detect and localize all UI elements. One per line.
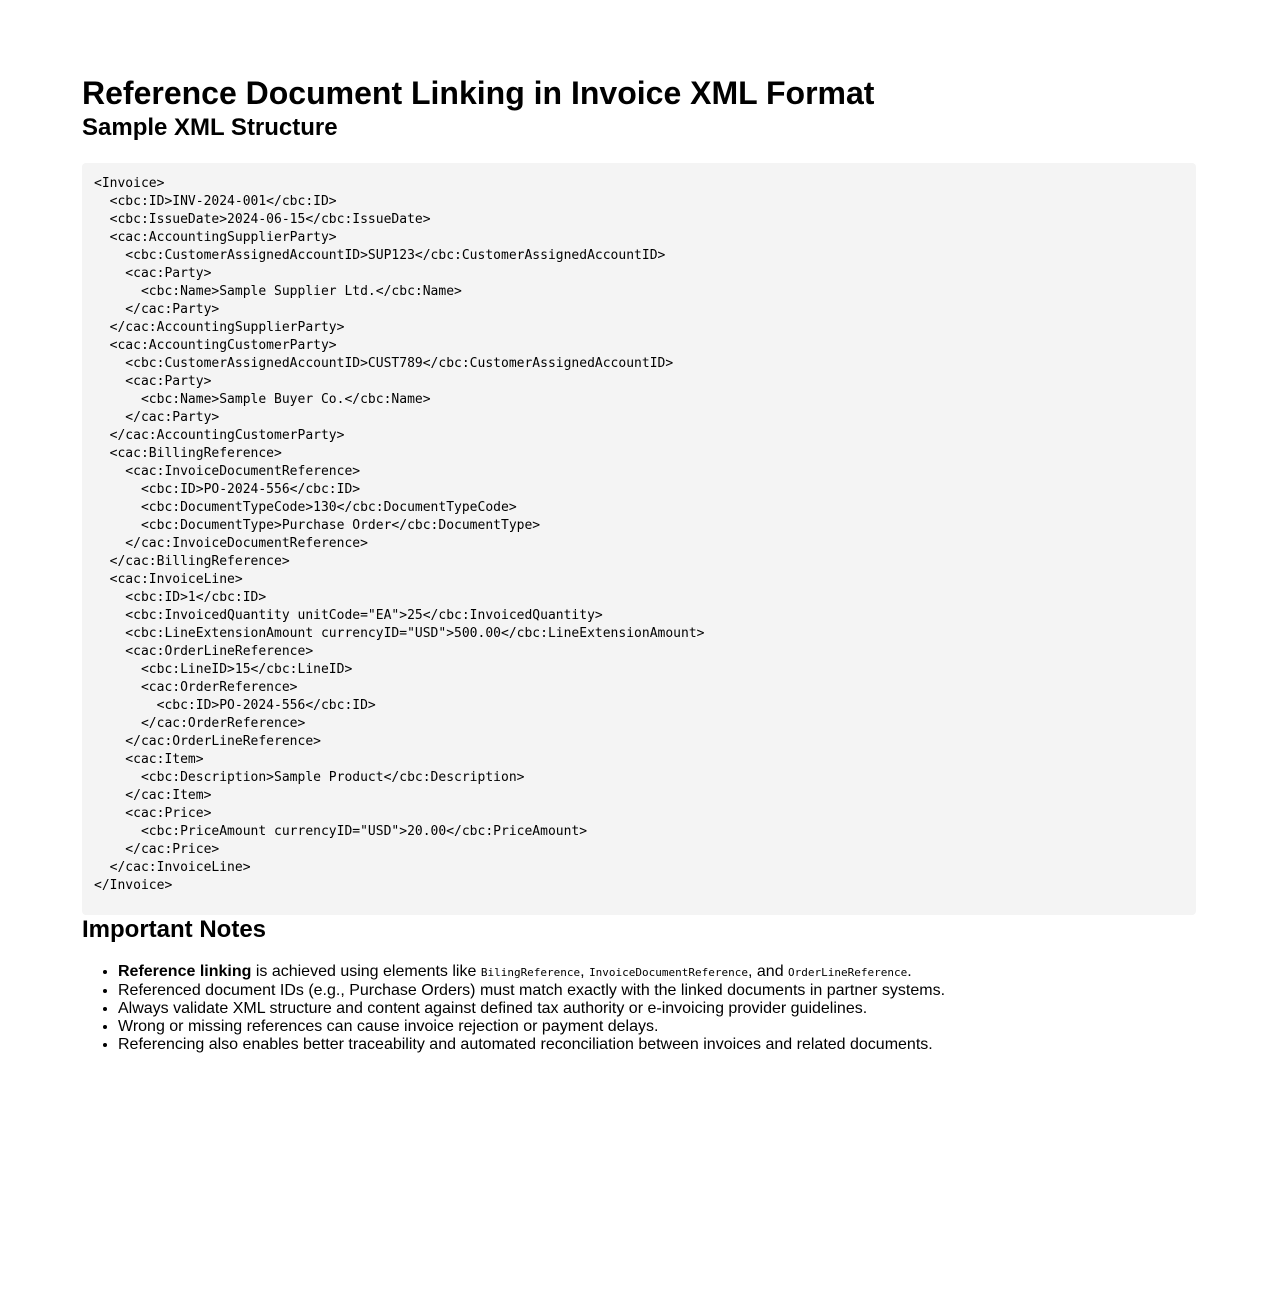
list-item: • Wrong or missing references can cause invoice rejection or payment delays. bbox=[118, 1018, 1196, 1036]
list-item bbox=[118, 963, 1196, 982]
list-item: • Always validate XML structure and content against defined tax authority or e-invoicing provider guidelines. bbox=[118, 1000, 1196, 1018]
important-notes-heading: Important Notes bbox=[82, 916, 267, 943]
inline-code-billing-reference: BilingReference bbox=[480, 966, 581, 979]
inline-code-invoice-document-reference: InvoiceDocumentReference bbox=[589, 966, 749, 979]
xml-code: <Invoice> <cbc:ID>INV-2024-001</cbc:ID> <cbc:IssueDate>2024-06-15</cbc:IssueDate> <cac:AccountingSupplierParty> <cbc:CustomerAssignedAccountID>SUP123</cbc:CustomerAssignedAccountID> <cac:Party> <cbc:Name>Sample Supplier Ltd.</cbc:Name> </cac:Party> </cac:AccountingSupplierParty> <cac:AccountingCustomerParty> <cbc:CustomerAssignedAccountID>CUST789</cbc:CustomerAssignedAccountID> <cac:Party> <cbc:Name>Sample Buyer Co.</cbc:Name> </cac:Party> </cac:AccountingCustomerParty> <cac:BillingReference> <cac:InvoiceDocumentReference> <cbc:ID>PO-2024-556</cbc:ID> <cbc:DocumentTypeCode>130</cbc:DocumentTypeCode> <cbc:DocumentType>Purchase Order</cbc:DocumentType> </cac:InvoiceDocumentReference> </cac:BillingReference> <cac:InvoiceLine> <cbc:ID>1</cbc:ID> <cbc:InvoicedQuantity unitCode="EA">25</cbc:InvoicedQuantity> <cbc:LineExtensionAmount currencyID="USD">500.00</cbc:LineExtensionAmount> <cac:OrderLineReference> <cbc:LineID>15</cbc:LineID> <cac:OrderReference> <cbc:ID>PO-2024-556</cbc:ID> </cac:OrderReference> </cac:OrderLineReference> <cac:Item> <cbc:Description>Sample Product</cbc:Description> </cac:Item> <cac:Price> <cbc:PriceAmount currencyID="USD">20.00</cbc:PriceAmount> </cac:Price> </cac:InvoiceLine> </Invoice> bbox=[94, 176, 705, 893]
xml-code-block bbox=[82, 163, 1196, 915]
list-item: • Referencing also enables better traceability and automated reconciliation between invoices and related documents. bbox=[118, 1036, 1196, 1054]
note-separator: , bbox=[580, 963, 590, 980]
page-title: Reference Document Linking in Invoice XML Format bbox=[82, 75, 875, 111]
notes-list bbox=[82, 963, 1196, 1054]
note-bold-text: Reference linking bbox=[118, 963, 252, 980]
note-end: . bbox=[907, 963, 912, 980]
list-item: • Referenced document IDs (e.g., Purchase Orders) must match exactly with the linked documents in partner systems. bbox=[118, 982, 1196, 1000]
note-separator: , and bbox=[748, 963, 789, 980]
note-text: is achieved using elements like bbox=[251, 963, 481, 980]
sample-xml-heading: Sample XML Structure bbox=[82, 114, 338, 141]
inline-code-order-line-reference: OrderLineReference bbox=[788, 966, 908, 979]
